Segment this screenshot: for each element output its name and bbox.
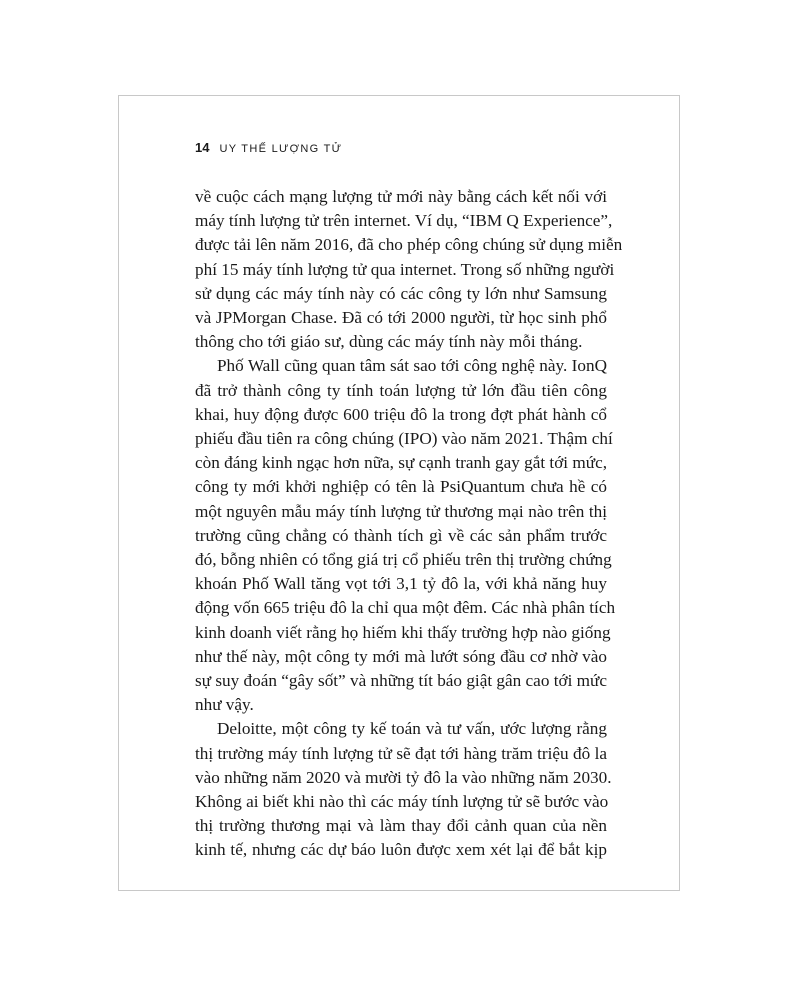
running-title: UY THẾ LƯỢNG TỬ	[219, 143, 343, 155]
text-line: được tải lên năm 2016, đã cho phép công chúng sử dụng miễn	[195, 235, 623, 255]
text-line: còn đáng kinh ngạc hơn nữa, sự cạnh tranh gay gắt tới mức,	[195, 453, 607, 473]
text-line: sự suy đoán “gây sốt” và những tít báo giật gân cao tới mức	[195, 671, 607, 691]
paragraph	[195, 717, 612, 862]
text-line: đó, bỗng nhiên có tổng giá trị cổ phiếu trên thị trường chứng	[195, 550, 612, 570]
text-line: Deloitte, một công ty kế toán và tư vấn, ước lượng rằng	[217, 719, 607, 739]
text-line: khoán Phố Wall tăng vọt tới 3,1 tỷ đô la, với khả năng huy	[195, 574, 607, 594]
text-line: trường cũng chẳng có thành tích gì về các sản phẩm trước	[195, 525, 607, 545]
text-line: đã trở thành công ty tính toán lượng tử lớn đầu tiên công	[195, 380, 607, 400]
text-line: về cuộc cách mạng lượng tử mới này bằng cách kết nối với	[195, 187, 607, 206]
text-line: kinh tế, nhưng các dự báo luôn được xem xét lại để bắt kịp	[195, 840, 607, 860]
body-text	[195, 185, 623, 863]
text-line: và JPMorgan Chase. Đã có tới 2000 người, từ học sinh phổ	[195, 308, 607, 328]
text-line: một nguyên mẫu máy tính lượng tử thương mại nào trên thị	[195, 501, 607, 521]
running-head	[195, 140, 342, 155]
text-line: Phố Wall cũng quan tâm sát sao tới công nghệ này. IonQ	[217, 356, 607, 376]
text-line: phiếu đầu tiên ra công chúng (IPO) vào năm 2021. Thậm chí	[195, 429, 613, 449]
text-line: sử dụng các máy tính này có các công ty lớn như Samsung	[195, 283, 607, 303]
text-line: công ty mới khởi nghiệp có tên là PsiQuantum chưa hề có	[195, 477, 607, 497]
text-line: như thế này, một công ty mới mà lướt sóng đầu cơ nhờ vào	[195, 646, 607, 666]
text-line: phí 15 máy tính lượng tử qua internet. Trong số những người	[195, 259, 615, 279]
text-line: thị trường máy tính lượng tử sẽ đạt tới hàng trăm triệu đô la	[195, 743, 607, 763]
text-line: động vốn 665 triệu đô la chỉ qua một đêm. Các nhà phân tích	[195, 598, 616, 618]
text-line: vào những năm 2020 và mười tỷ đô la vào những năm 2030.	[195, 767, 612, 787]
text-line: như vậy.	[195, 695, 254, 715]
paragraph	[195, 185, 623, 354]
paragraph	[195, 354, 616, 717]
text-line: thông cho tới giáo sư, dùng các máy tính này mỗi tháng.	[195, 332, 583, 352]
text-line: khai, huy động được 600 triệu đô la trong đợt phát hành cổ	[195, 404, 607, 424]
text-line: máy tính lượng tử trên internet. Ví dụ, “IBM Q Experience”,	[195, 211, 613, 231]
text-line: kinh doanh viết rằng họ hiếm khi thấy trường hợp nào giống	[195, 622, 611, 642]
text-line: thị trường thương mại và làm thay đổi cảnh quan của nền	[195, 816, 607, 836]
text-line: Không ai biết khi nào thì các máy tính lượng tử sẽ bước vào	[195, 792, 609, 812]
page-number: 14	[195, 140, 210, 155]
